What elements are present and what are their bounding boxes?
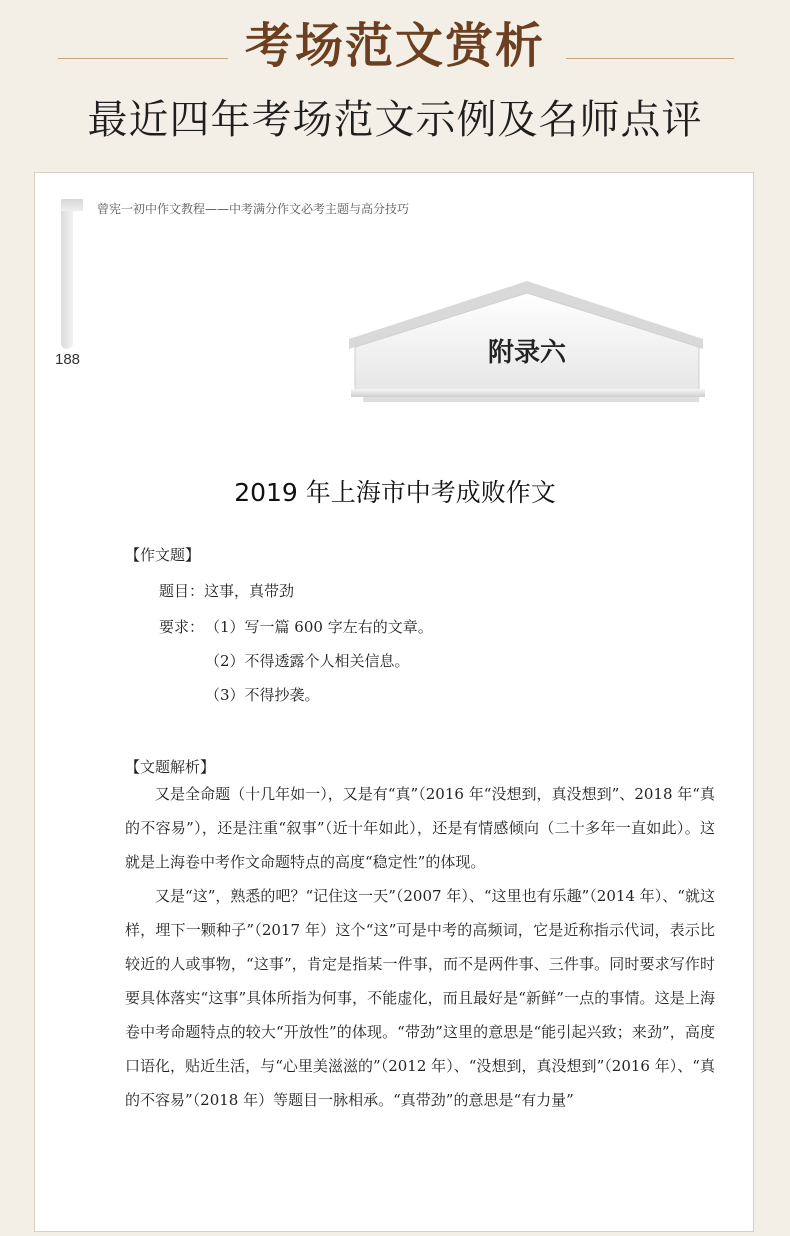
analysis-heading: 【文题解析】 — [125, 758, 216, 776]
article-title: 2019 年上海市中考成败作文 — [234, 478, 556, 507]
corner-bracket-cap — [61, 199, 83, 211]
assignment-requirement-label: 要求： — [159, 618, 205, 636]
assignment-requirement-1: （1）写一篇 600 字左右的文章。 — [205, 618, 433, 636]
appendix-roof-badge — [349, 281, 709, 411]
analysis-body — [125, 777, 715, 1117]
appendix-label: 附录六 — [487, 338, 566, 368]
book-page — [34, 172, 754, 1232]
banner-title: 考场范文赏析 — [244, 18, 545, 74]
analysis-paragraph: 又是“这”，熟悉的吧？“记住这一天”（2007 年）、“这里也有乐趣”（2014 年）、“就这样，埋下一颗种子”（2017 年）这个“这”可是中考的高频词，它是近称指示代词，表示比较近的人或事物，“这事”，肯定是指某一件事，而不是两件事、三件事。同时要求写作时要具体落实“这事”具体所指为何事，不能虚化，而且最好是“新鲜”一点的事情。这是上海卷中考命题特点的较大“开放性”的体现。“带劲”这里的意思是“能引起兴致；来劲”，高度口语化，贴近生活，与“心里美滋滋的”（2012 年）、“没想到，真没想到”（2016 年）、“真的不容易”（2018 年）等题目一脉相承。“真带劲”的意思是“有力量” — [125, 887, 715, 1109]
running-header: 曾宪一初中作文教程——中考满分作文必考主题与高分技巧 — [97, 202, 410, 216]
page-number: 188 — [55, 351, 81, 368]
assignment-heading: 【作文题】 — [125, 546, 201, 564]
assignment-topic: 题目：这事，真带劲 — [159, 582, 295, 600]
corner-bracket-decoration — [61, 199, 73, 349]
assignment-requirement-2: （2）不得透露个人相关信息。 — [205, 652, 410, 670]
banner-subtitle: 最近四年考场范文示例及名师点评 — [87, 97, 703, 143]
analysis-paragraph: 又是全命题（十几年如一），又是有“真”（2016 年“没想到，真没想到”、2018 年“真的不容易”），还是注重“叙事”（近十年如此），还是有情感倾向（二十多年一直如此）。这就是上海卷中考作文命题特点的高度“稳定性”的体现。 — [125, 785, 715, 871]
assignment-requirement-3: （3）不得抄袭。 — [205, 686, 320, 704]
